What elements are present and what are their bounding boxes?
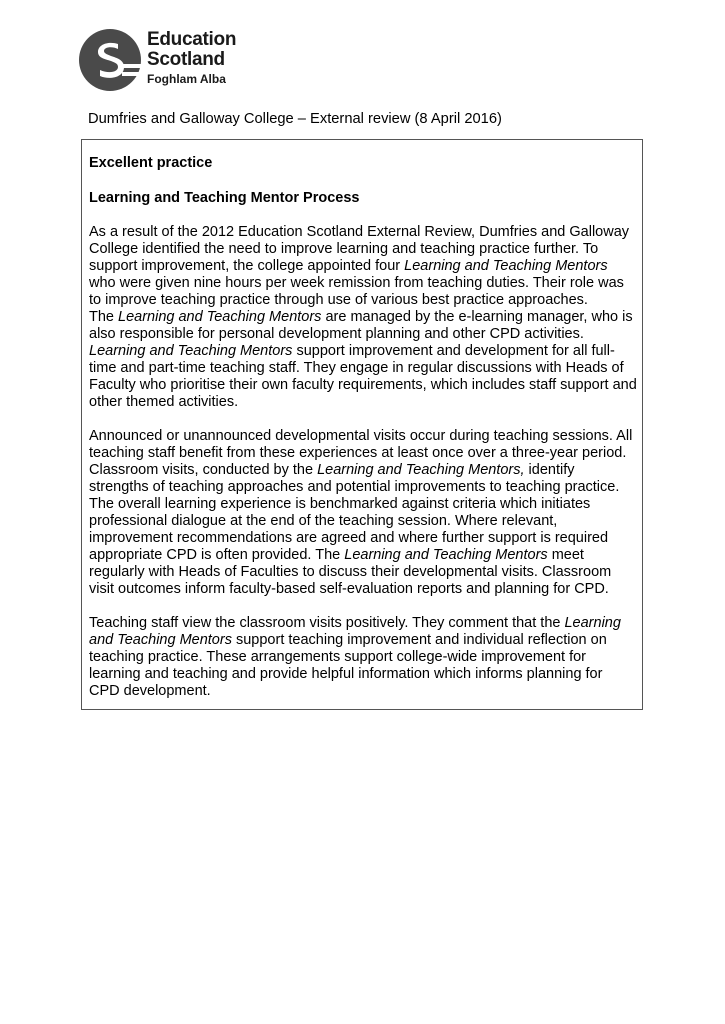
text-run: Announced or unannounced developmental visits occur during teaching sessions. All teaching staff benefit from these experiences at least once over a three-year period. Classroom visits, conducted by the [89, 428, 633, 478]
paragraph-2 [89, 309, 637, 411]
paragraph-3 [89, 428, 637, 598]
education-scotland-logo-mark-icon [78, 28, 142, 92]
text-run: identify strengths of teaching approaches and potential improvements to teaching practice. The overall learning experience is benchmarked against criteria which initiates professional dialogue at the end of the teaching session. Where relevant, improvement recommendations are agreed and where further support is required appropriate CPD is often provided. The [89, 462, 620, 563]
box-content [89, 155, 637, 700]
logo-line-education: Education [147, 29, 237, 50]
text-run: support teaching improvement and individual reflection on teaching practice. These arrangements support college-wide improvement for learning and teaching and provide helpful information which informs planning for CPD development. [89, 632, 607, 699]
logo-line-foghlam-alba: Foghlam Alba [147, 72, 226, 86]
italic-text-run: Learning and Teaching Mentors [89, 343, 293, 359]
italic-text-run: Learning and Teaching Mentors [89, 615, 621, 648]
logo-wordmark [147, 30, 236, 88]
section-heading: Excellent practice [89, 155, 213, 171]
italic-text-run: Learning and Teaching Mentors [118, 309, 322, 325]
logo-line-scotland: Scotland [147, 49, 225, 70]
education-scotland-logo [78, 28, 248, 94]
text-run: As a result of the 2012 Education Scotland External Review, Dumfries and Galloway College identified the need to improve learning and teaching practice further. To support improvement, the college appointed four [89, 224, 630, 274]
italic-text-run: Learning and Teaching Mentors, [317, 462, 525, 478]
text-run: meet regularly with Heads of Faculties to discuss their developmental visits. Classroom visit outcomes inform faculty-based self-evaluation reports and planning for CPD. [89, 547, 612, 597]
sub-heading: Learning and Teaching Mentor Process [89, 190, 360, 206]
excellent-practice-box [81, 139, 643, 710]
italic-text-run: Learning and Teaching Mentors [404, 258, 608, 274]
paragraph-1 [89, 224, 637, 309]
text-run: who were given nine hours per week remission from teaching duties. Their role was to improve teaching practice through use of various best practice approaches. [89, 275, 624, 308]
text-run: are managed by the e-learning manager, who is also responsible for personal development planning and other CPD activities. [89, 309, 633, 342]
text-run: support improvement and development for all full-time and part-time teaching staff. They engage in regular discussions with Heads of Faculty who prioritise their own faculty requirements, which includes staff support and other themed activities. [89, 343, 637, 410]
paragraph-4 [89, 615, 637, 700]
text-run: Teaching staff view the classroom visits positively. They comment that the [89, 615, 565, 631]
document-title: Dumfries and Galloway College – External review (8 April 2016) [88, 111, 502, 127]
italic-text-run: Learning and Teaching Mentors [344, 547, 548, 563]
text-run: The [89, 309, 119, 325]
